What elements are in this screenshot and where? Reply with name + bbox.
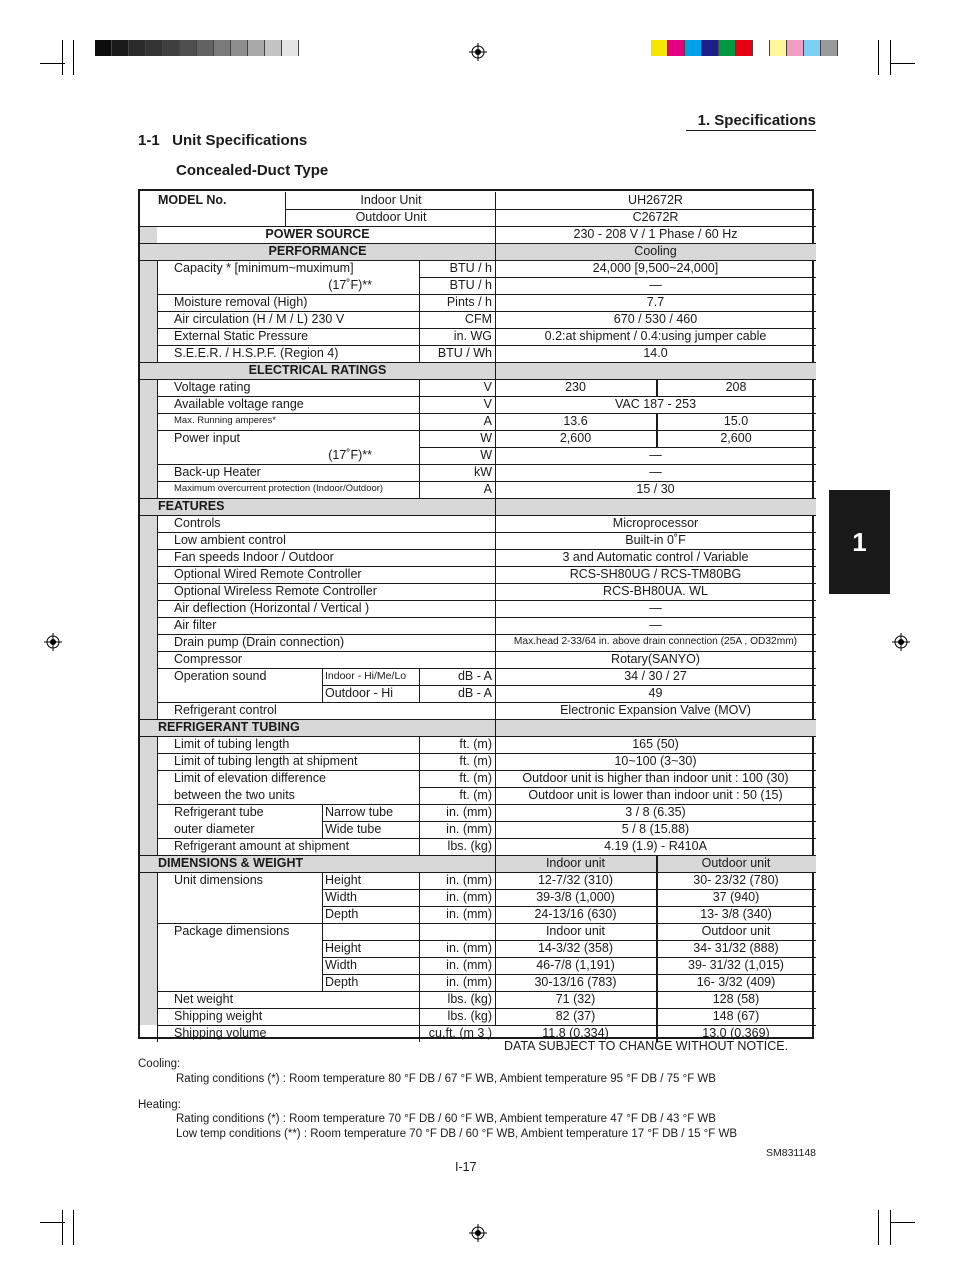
outdoor-value: 128 (58) xyxy=(712,992,760,1006)
column-rule xyxy=(285,192,286,226)
col-indoor-header: Indoor unit xyxy=(545,856,606,870)
table-cell: Air deflection (Horizontal / Vertical ) xyxy=(174,601,370,615)
table-cell: Compressor xyxy=(174,652,243,666)
weight-label: Net weight xyxy=(174,992,234,1006)
column-rule xyxy=(157,379,158,498)
row-rule xyxy=(419,447,816,448)
value-cell: 14.0 xyxy=(643,346,668,360)
unit-cell: V xyxy=(483,380,492,394)
column-rule xyxy=(322,668,323,702)
table-cell: Air circulation (H / M / L) 230 V xyxy=(174,312,345,326)
outdoor-unit-label: Outdoor Unit xyxy=(355,210,427,224)
gray-swatch xyxy=(95,40,112,56)
row-rule xyxy=(140,243,816,244)
outdoor-value: 16- 3/32 (409) xyxy=(696,975,776,989)
column-rule xyxy=(157,260,158,362)
table-cell: Air filter xyxy=(174,618,217,632)
indoor-value: 82 (37) xyxy=(555,1009,596,1023)
heating-note-title: Heating: xyxy=(138,1099,181,1111)
row-rule xyxy=(157,549,816,550)
row-rule xyxy=(419,787,816,788)
indoor-value: 24-13/16 (630) xyxy=(534,907,617,921)
outdoor-value: 13- 3/8 (340) xyxy=(700,907,772,921)
heating-rating-note: Rating conditions (*) : Room temperature 70 °F DB / 60 °F WB, Ambient temperature 47 °F DB / 43 °F WB xyxy=(176,1113,716,1125)
unit-cell: A xyxy=(483,482,492,496)
value-cell: 7.7 xyxy=(646,295,665,309)
power-source: 230 - 208 V / 1 Phase / 60 Hz xyxy=(573,227,738,241)
electrical-header: ELECTRICAL RATINGS xyxy=(248,363,387,377)
value-cell: RCS-SH80UG / RCS-TM80BG xyxy=(569,567,742,581)
color-swatch xyxy=(702,40,719,56)
indoor-value: 12-7/32 (310) xyxy=(537,873,614,887)
value-208v: 15.0 xyxy=(723,414,749,428)
value-cell: 34 / 30 / 27 xyxy=(624,669,687,683)
row-rule xyxy=(285,209,816,210)
unit-cell: kW xyxy=(473,465,492,479)
value-cell: 0.2:at shipment / 0.4:using jumper cable xyxy=(544,329,767,343)
row-rule xyxy=(157,430,816,431)
unit-cell: in. (mm) xyxy=(446,890,492,904)
value-cell: 49 xyxy=(648,686,663,700)
table-cell: Limit of elevation difference xyxy=(174,771,326,785)
table-cell: Low ambient control xyxy=(174,533,286,547)
row-rule xyxy=(157,1025,816,1026)
unit-cell: in. (mm) xyxy=(446,873,492,887)
table-cell: Optional Wireless Remote Controller xyxy=(174,584,377,598)
column-rule xyxy=(495,192,496,243)
row-rule xyxy=(157,566,816,567)
value-cell: — xyxy=(649,618,662,632)
color-swatch xyxy=(685,40,702,56)
refrigerant-amount-label: Refrigerant amount at shipment xyxy=(174,839,350,853)
unit-cell: ft. (m) xyxy=(459,788,492,802)
table-cell: (17˚F)** xyxy=(328,448,372,462)
unit-dimensions-label: Unit dimensions xyxy=(174,873,263,887)
column-rule xyxy=(322,804,323,838)
value-230v: 13.6 xyxy=(563,414,588,428)
value-cell: Max.head 2-33/64 in. above drain connection (25A , OD32mm) xyxy=(513,636,798,647)
value-230v: 230 xyxy=(565,380,586,394)
color-swatch xyxy=(821,40,838,56)
indoor-value: 30-13/16 (783) xyxy=(534,975,617,989)
gray-swatch xyxy=(231,40,248,56)
value-cell: 5 / 8 (15.88) xyxy=(621,822,690,836)
color-swatch xyxy=(668,40,685,56)
value-cell: 165 (50) xyxy=(632,737,679,751)
color-swatch xyxy=(651,40,668,56)
table-cell: Capacity * [minimum~muximum] xyxy=(174,261,354,275)
unit-cell: V xyxy=(483,397,492,411)
indoor-unit-label: Indoor Unit xyxy=(360,193,422,207)
indoor-value: 14-3/32 (358) xyxy=(537,941,614,955)
unit-cell: ft. (m) xyxy=(459,737,492,751)
unit-cell: BTU / h xyxy=(449,278,492,292)
value-cell: Microprocessor xyxy=(612,516,699,530)
heating-low-temp-note: Low temp conditions (**) : Room temperature 70 °F DB / 60 °F WB, Ambient temperature 17 °F DB / 15 °F WB xyxy=(176,1128,738,1140)
chapter-side-tab: 1 xyxy=(829,490,890,594)
value-cell: 10~100 (3~30) xyxy=(614,754,697,768)
value-cell: 670 / 530 / 460 xyxy=(613,312,698,326)
gray-swatch xyxy=(197,40,214,56)
gray-swatch xyxy=(163,40,180,56)
row-rule xyxy=(157,804,816,805)
table-cell: Moisture removal (High) xyxy=(174,295,308,309)
color-swatch xyxy=(753,40,770,56)
gray-swatch xyxy=(214,40,231,56)
table-cell: Optional Wired Remote Controller xyxy=(174,567,362,581)
gray-swatch xyxy=(129,40,146,56)
table-cell: Available voltage range xyxy=(174,397,304,411)
unit-cell: lbs. (kg) xyxy=(447,992,492,1006)
color-swatch xyxy=(770,40,787,56)
row-rule xyxy=(157,583,816,584)
sound-indoor-label: Indoor - Hi/Me/Lo xyxy=(325,670,407,682)
dim-label: Width xyxy=(325,958,357,972)
outdoor-value: 39- 31/32 (1,015) xyxy=(688,958,784,972)
performance-header: PERFORMANCE xyxy=(268,244,367,258)
model-label: MODEL No. xyxy=(158,193,227,207)
column-rule xyxy=(157,736,158,855)
column-rule xyxy=(419,260,420,362)
row-rule xyxy=(157,396,816,397)
column-rule xyxy=(419,872,420,1042)
dimensions-header: DIMENSIONS & WEIGHT xyxy=(158,856,304,870)
document-code: SM831148 xyxy=(765,1147,816,1159)
row-rule xyxy=(157,294,816,295)
value-cell: — xyxy=(649,448,662,462)
specifications-table xyxy=(138,189,814,1039)
subsection-title: Concealed-Duct Type xyxy=(176,162,329,179)
column-rule xyxy=(419,668,420,702)
color-swatch xyxy=(736,40,753,56)
value-208v: 208 xyxy=(725,380,747,394)
row-rule xyxy=(322,889,816,890)
unit-cell: in. (mm) xyxy=(446,805,492,819)
column-rule xyxy=(157,872,158,1042)
column-rule xyxy=(157,515,158,719)
unit-cell: dB - A xyxy=(457,686,492,700)
row-rule xyxy=(157,753,816,754)
registration-target-icon xyxy=(469,1224,487,1242)
table-cell: Refrigerant control xyxy=(174,703,277,717)
indoor-value: 39-3/8 (1,000) xyxy=(536,890,615,904)
value-cell: — xyxy=(649,278,662,292)
gray-swatch xyxy=(265,40,282,56)
row-rule xyxy=(157,532,816,533)
value-cell: VAC 187 - 253 xyxy=(614,397,697,411)
table-cell: Controls xyxy=(174,516,221,530)
gray-swatch xyxy=(248,40,265,56)
table-cell: External Static Pressure xyxy=(174,329,309,343)
unit-cell: A xyxy=(483,414,492,428)
row-rule xyxy=(157,481,816,482)
indoor-value: 11.8 (0.334) xyxy=(542,1026,609,1040)
table-cell: Fan speeds Indoor / Outdoor xyxy=(174,550,334,564)
column-rule xyxy=(656,379,658,396)
color-swatch xyxy=(719,40,736,56)
value-cell: Electronic Expansion Valve (MOV) xyxy=(560,703,751,717)
table-cell: Maximum overcurrent protection (Indoor/Outdoor) xyxy=(174,483,384,494)
outdoor-model: C2672R xyxy=(632,210,679,224)
table-cell: Max. Running amperes* xyxy=(174,415,276,426)
row-rule xyxy=(419,277,816,278)
outdoor-value: 30- 23/32 (780) xyxy=(693,873,779,887)
outdoor-value: 148 (67) xyxy=(712,1009,760,1023)
gray-swatch xyxy=(146,40,163,56)
dim-label: Depth xyxy=(325,907,359,921)
value-cell: Built-in 0˚F xyxy=(625,533,686,547)
table-cell: S.E.E.R. / H.S.P.F. (Region 4) xyxy=(174,346,339,360)
operation-sound-label: Operation sound xyxy=(174,669,267,683)
table-cell: Back-up Heater xyxy=(174,465,261,479)
value-cell: Outdoor unit is lower than indoor unit : 50 (15) xyxy=(528,788,783,802)
value-cell: 15 / 30 xyxy=(636,482,675,496)
power-source-label: POWER SOURCE xyxy=(265,227,370,241)
gray-swatch xyxy=(112,40,129,56)
column-rule xyxy=(656,413,658,430)
table-cell: Voltage rating xyxy=(174,380,251,394)
value-cell: — xyxy=(649,465,662,479)
unit-cell: in. (mm) xyxy=(446,907,492,921)
row-rule xyxy=(322,957,816,958)
unit-cell: ft. (m) xyxy=(459,754,492,768)
value-cell: Rotary(SANYO) xyxy=(611,652,700,666)
grayscale-calibration-bar xyxy=(95,40,299,56)
row-rule xyxy=(157,634,816,635)
section-title: 1-1 Unit Specifications xyxy=(138,132,308,149)
dim-label: Depth xyxy=(325,975,359,989)
registration-target-icon xyxy=(892,633,910,651)
row-rule xyxy=(157,600,816,601)
features-header: FEATURES xyxy=(158,499,225,513)
table-cell: Power input xyxy=(174,431,241,445)
column-rule xyxy=(419,379,420,498)
value-cell: Outdoor unit is higher than indoor unit : 100 (30) xyxy=(522,771,789,785)
color-swatch xyxy=(804,40,821,56)
table-cell: (17˚F)** xyxy=(328,278,372,292)
row-rule xyxy=(322,685,816,686)
unit-cell: W xyxy=(480,448,492,462)
unit-cell: in. WG xyxy=(453,329,492,343)
performance-mode: Cooling xyxy=(634,244,677,258)
unit-cell: lbs. (kg) xyxy=(447,1009,492,1023)
unit-cell: W xyxy=(480,431,492,445)
value-cell: — xyxy=(649,601,662,615)
unit-cell: Pints / h xyxy=(446,295,492,309)
unit-cell: lbs. (kg) xyxy=(447,839,492,853)
unit-cell: BTU / h xyxy=(449,261,492,275)
tube-label: Refrigerant tube xyxy=(174,805,264,819)
row-rule xyxy=(322,821,816,822)
row-rule xyxy=(322,974,816,975)
unit-cell: ft. (m) xyxy=(459,771,492,785)
cooling-note-title: Cooling: xyxy=(138,1058,181,1070)
column-rule xyxy=(656,430,658,447)
weight-label: Shipping volume xyxy=(174,1026,267,1040)
table-cell: between the two units xyxy=(174,788,295,802)
outdoor-value: 13.0 (0.369) xyxy=(702,1026,770,1040)
cooling-rating-note: Rating conditions (*) : Room temperature 80 °F DB / 67 °F WB, Ambient temperature 95 °F DB / 75 °F WB xyxy=(176,1073,716,1085)
dim-label: Height xyxy=(325,941,362,955)
color-calibration-bar xyxy=(651,40,838,56)
row-rule xyxy=(157,464,816,465)
outdoor-value: 37 (940) xyxy=(712,890,760,904)
unit-cell: CFM xyxy=(464,312,492,326)
value-208v: 2,600 xyxy=(720,431,752,445)
value-230v: 2,600 xyxy=(559,431,592,445)
package-dimensions-label: Package dimensions xyxy=(174,924,290,938)
column-rule xyxy=(322,872,323,991)
row-rule xyxy=(140,226,816,227)
unit-cell: BTU / Wh xyxy=(437,346,492,360)
registration-target-icon xyxy=(44,633,62,651)
unit-cell: in. (mm) xyxy=(446,822,492,836)
narrow-tube-label: Narrow tube xyxy=(325,805,394,819)
table-cell: Drain pump (Drain connection) xyxy=(174,635,345,649)
indoor-value: 71 (32) xyxy=(555,992,596,1006)
unit-cell: cu.ft. (m 3 ) xyxy=(428,1026,492,1040)
row-rule xyxy=(322,906,816,907)
color-swatch xyxy=(787,40,804,56)
package-indoor-header: Indoor unit xyxy=(545,924,606,938)
value-cell: 3 and Automatic control / Variable xyxy=(562,550,749,564)
value-cell: 24,000 [9,500~24,000] xyxy=(592,261,719,275)
row-rule xyxy=(157,1008,816,1009)
table-cell: Limit of tubing length at shipment xyxy=(174,754,358,768)
row-rule xyxy=(157,702,816,703)
indoor-model: UH2672R xyxy=(628,193,683,207)
chapter-title: 1. Specifications xyxy=(686,112,816,131)
row-rule xyxy=(157,668,816,669)
dim-label: Height xyxy=(325,873,362,887)
gray-swatch xyxy=(180,40,197,56)
outdoor-value: 34- 31/32 (888) xyxy=(693,941,779,955)
tube-label: outer diameter xyxy=(174,822,255,836)
indent-band xyxy=(140,226,157,1025)
wide-tube-label: Wide tube xyxy=(325,822,382,836)
gray-swatch xyxy=(282,40,299,56)
weight-label: Shipping weight xyxy=(174,1009,263,1023)
page-number: I-17 xyxy=(455,1160,477,1174)
row-rule xyxy=(157,413,816,414)
column-rule xyxy=(656,855,658,1042)
indoor-value: 46-7/8 (1,191) xyxy=(536,958,615,972)
value-cell: 3 / 8 (6.35) xyxy=(625,805,686,819)
value-cell: RCS-BH80UA. WL xyxy=(603,584,708,598)
registration-target-icon xyxy=(469,43,487,61)
row-rule xyxy=(157,345,816,346)
tubing-header: REFRIGERANT TUBING xyxy=(158,720,300,734)
table-cell: Limit of tubing length xyxy=(174,737,290,751)
value-cell: 4.19 (1.9) - R410A xyxy=(604,839,707,853)
unit-cell: in. (mm) xyxy=(446,975,492,989)
col-outdoor-header: Outdoor unit xyxy=(701,856,771,870)
unit-cell: in. (mm) xyxy=(446,958,492,972)
row-rule xyxy=(157,770,816,771)
column-rule xyxy=(419,736,420,855)
row-rule xyxy=(157,651,816,652)
sound-outdoor-label: Outdoor - Hi xyxy=(325,686,394,700)
unit-cell: dB - A xyxy=(457,669,492,683)
row-rule xyxy=(157,328,816,329)
data-change-notice: DATA SUBJECT TO CHANGE WITHOUT NOTICE. xyxy=(504,1039,789,1053)
row-rule xyxy=(157,617,816,618)
unit-cell: in. (mm) xyxy=(446,941,492,955)
package-outdoor-header: Outdoor unit xyxy=(701,924,771,938)
row-rule xyxy=(157,311,816,312)
dim-label: Width xyxy=(325,890,357,904)
